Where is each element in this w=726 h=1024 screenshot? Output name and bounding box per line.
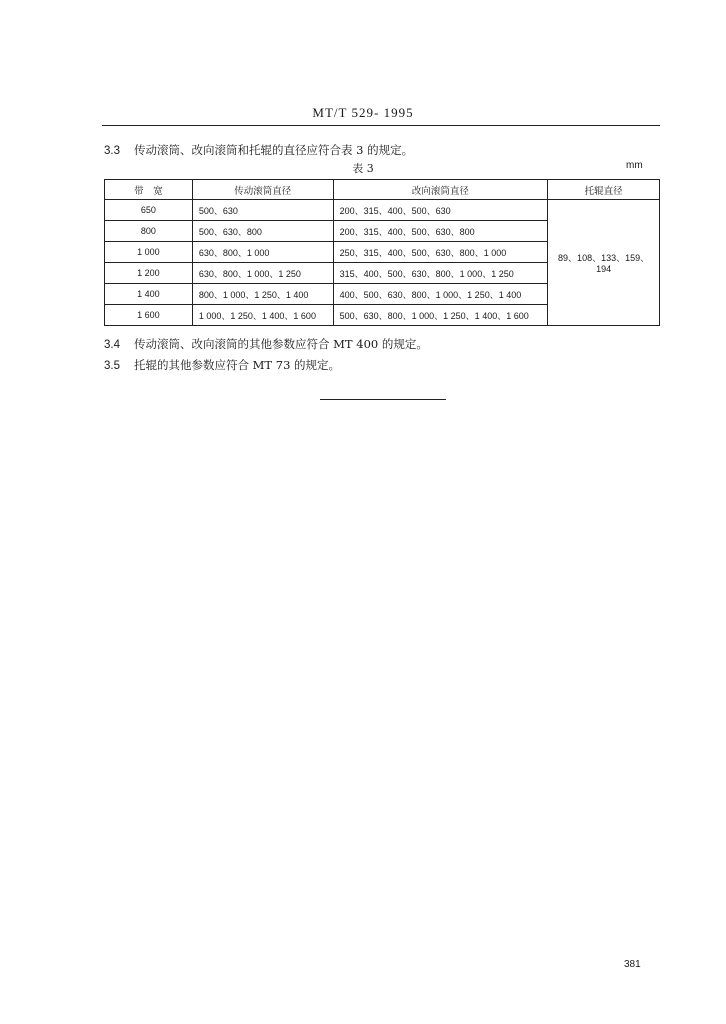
clause-3-3	[104, 142, 413, 158]
bend-pulley-cell: 400、500、630、800、1 000、1 250、1 400	[333, 284, 548, 305]
bend-pulley-cell: 200、315、400、500、630	[333, 200, 548, 221]
belt-width-cell: 1 000	[105, 242, 193, 263]
clause-text: 传动滚筒、改向滚筒和托辊的直径应符合表 3 的规定。	[134, 143, 414, 157]
belt-width-cell: 650	[105, 200, 193, 221]
clause-number: 3.5	[104, 360, 120, 372]
clause-3-4	[104, 336, 428, 352]
page-header: MT/T 529- 1995	[312, 105, 414, 120]
header-rule	[102, 125, 660, 126]
drive-pulley-cell: 500、630、800	[192, 221, 333, 242]
header-drive-pulley: 传动滚筒直径	[192, 180, 333, 200]
clause-text: 托辊的其他参数应符合 MT 73 的规定。	[134, 358, 341, 372]
header-bend-pulley: 改向滚筒直径	[333, 180, 548, 200]
bend-pulley-cell: 200、315、400、500、630、800	[333, 221, 548, 242]
clause-text: 传动滚筒、改向滚筒的其他参数应符合 MT 400 的规定。	[134, 337, 428, 351]
end-of-standard-rule	[320, 399, 446, 400]
table-caption: 表 3	[352, 162, 374, 175]
bend-pulley-cell: 500、630、800、1 000、1 250、1 400、1 600	[333, 305, 548, 326]
idler-diameter-cell: 89、108、133、159、194	[548, 200, 660, 326]
clause-number: 3.4	[104, 339, 120, 351]
drive-pulley-cell: 630、800、1 000、1 250	[192, 263, 333, 284]
header-idler: 托辊直径	[548, 180, 660, 200]
table-unit: mm	[626, 160, 643, 171]
table-header-row	[105, 180, 660, 200]
diameter-table	[104, 179, 660, 326]
drive-pulley-cell: 1 000、1 250、1 400、1 600	[192, 305, 333, 326]
belt-width-cell: 800	[105, 221, 193, 242]
table-row	[105, 200, 660, 221]
drive-pulley-cell: 630、800、1 000	[192, 242, 333, 263]
belt-width-cell: 1 200	[105, 263, 193, 284]
page-number: 381	[624, 959, 641, 970]
clause-3-5	[104, 357, 340, 373]
header-belt-width: 带 宽	[105, 180, 193, 200]
bend-pulley-cell: 315、400、500、630、800、1 000、1 250	[333, 263, 548, 284]
belt-width-cell: 1 400	[105, 284, 193, 305]
clause-number: 3.3	[104, 145, 120, 157]
bend-pulley-cell: 250、315、400、500、630、800、1 000	[333, 242, 548, 263]
drive-pulley-cell: 800、1 000、1 250、1 400	[192, 284, 333, 305]
belt-width-cell: 1 600	[105, 305, 193, 326]
drive-pulley-cell: 500、630	[192, 200, 333, 221]
